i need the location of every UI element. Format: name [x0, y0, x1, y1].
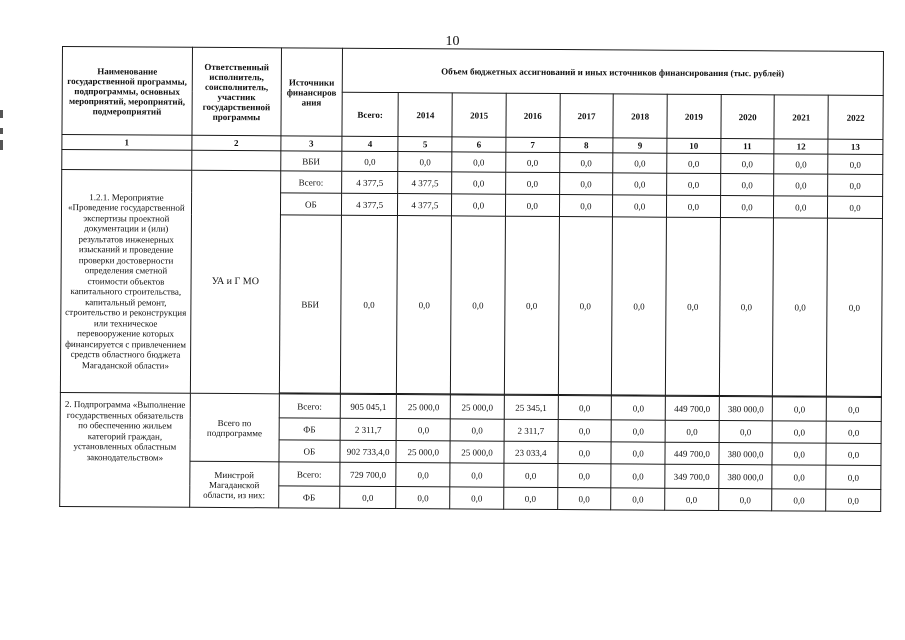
source-cell: Всего:: [281, 171, 342, 193]
value-cell: 0,0: [665, 488, 719, 510]
value-cell: 0,0: [611, 420, 665, 442]
value-cell: 0,0: [612, 217, 667, 395]
value-cell: 0,0: [450, 463, 504, 487]
col-number: 1: [62, 135, 192, 151]
value-cell: 0,0: [558, 217, 613, 395]
value-cell: 0,0: [558, 442, 612, 464]
source-cell: ОБ: [280, 193, 341, 215]
value-cell: 0,0: [398, 152, 452, 172]
value-cell: 0,0: [505, 194, 559, 216]
value-cell: 0,0: [396, 487, 450, 509]
value-cell: 0,0: [558, 396, 612, 420]
value-cell: 0,0: [559, 195, 613, 217]
value-cell: 0,0: [452, 172, 506, 194]
header-year: 2020: [721, 95, 775, 139]
value-cell: 0,0: [665, 217, 720, 395]
col-number: 12: [774, 139, 828, 154]
value-cell: 0,0: [559, 173, 613, 195]
value-cell: 0,0: [558, 420, 612, 442]
value-cell: 0,0: [826, 443, 881, 465]
value-cell: 0,0: [828, 154, 883, 174]
header-year: 2021: [774, 95, 828, 139]
value-cell: 0,0: [557, 488, 611, 510]
value-cell: 0,0: [826, 421, 881, 443]
header-year: 2019: [667, 94, 721, 138]
col-number: 9: [613, 138, 667, 153]
value-cell: 0,0: [667, 173, 721, 195]
scan-edge-mark: [0, 128, 3, 134]
value-cell: 0,0: [667, 153, 721, 173]
value-cell: 449 700,0: [665, 396, 719, 420]
value-cell: 0,0: [611, 396, 665, 420]
source-cell: ОБ: [279, 440, 340, 462]
value-cell: 0,0: [613, 195, 667, 217]
value-cell: 0,0: [396, 463, 450, 487]
value-cell: 23 033,4: [504, 441, 558, 463]
header-total: Всего:: [342, 92, 399, 136]
value-cell: 349 700,0: [665, 464, 719, 488]
value-cell: 25 000,0: [397, 395, 451, 419]
value-cell: 0,0: [613, 153, 667, 173]
value-cell: 0,0: [773, 218, 828, 396]
value-cell: 25 000,0: [450, 395, 504, 419]
source-cell: Всего:: [279, 462, 340, 486]
col-number: 8: [559, 138, 613, 153]
value-cell: 0,0: [828, 174, 883, 196]
value-cell: 0,0: [720, 154, 774, 174]
col-number: 3: [281, 136, 342, 151]
value-cell: 380 000,0: [719, 397, 773, 421]
value-cell: 0,0: [452, 152, 506, 172]
value-cell: 0,0: [611, 464, 665, 488]
value-cell: 0,0: [772, 489, 826, 511]
value-cell: 729 700,0: [340, 462, 397, 486]
value-cell: 2 311,7: [340, 418, 397, 440]
value-cell: 0,0: [826, 465, 881, 489]
col-number: 7: [506, 137, 560, 152]
col-number: 10: [667, 138, 721, 153]
value-cell: 4 377,5: [341, 193, 398, 215]
value-cell: 0,0: [611, 488, 665, 510]
value-cell: 0,0: [774, 196, 828, 218]
value-cell: 25 345,1: [504, 395, 558, 419]
value-cell: 0,0: [719, 421, 773, 443]
value-cell: 905 045,1: [340, 394, 397, 418]
col-number: 2: [192, 135, 281, 151]
activity-name-cell: 1.2.1. Мероприятие «Проведение государственной экспертизы проектной документации и (или) результатов инженерных изысканий и проведение проверки достоверности определения сметной стоимости объектов капитального строительства, капитальный ремонт, строительство и реконструкция или техническое перевооружение которых финансируется с привлечением средств областного бюджета Магаданской области»: [60, 170, 191, 394]
value-cell: 0,0: [720, 174, 774, 196]
value-cell: 25 000,0: [450, 441, 504, 463]
col-number: 13: [828, 139, 883, 154]
value-cell: 0,0: [611, 442, 665, 464]
budget-table-sheet: [59, 46, 884, 512]
header-year: 2015: [452, 93, 506, 137]
value-cell: 0,0: [506, 152, 560, 172]
value-cell: 0,0: [772, 421, 826, 443]
value-cell: 2 311,7: [504, 419, 558, 441]
value-cell: 4 377,5: [398, 194, 452, 216]
source-cell: ФБ: [279, 486, 340, 508]
col-number: 4: [342, 136, 399, 151]
page-number: 10: [445, 34, 460, 49]
value-cell: 0,0: [828, 196, 883, 218]
value-cell: 0,0: [613, 173, 667, 195]
value-cell: 4 377,5: [398, 172, 452, 194]
col-number: 11: [721, 139, 775, 154]
subprogram-name-cell: 2. Подпрограмма «Выполнение государственных обязательств по обеспечению жильем категорий граждан, установленных областным законодательством»: [60, 392, 190, 507]
value-cell: 4 377,5: [341, 171, 398, 193]
value-cell: 0,0: [340, 215, 398, 393]
value-cell: 0,0: [504, 463, 558, 487]
value-cell: 0,0: [341, 151, 398, 171]
source-cell: ВБИ: [281, 151, 342, 171]
value-cell: 0,0: [720, 196, 774, 218]
value-cell: 0,0: [557, 464, 611, 488]
value-cell: 0,0: [452, 194, 506, 216]
value-cell: 0,0: [666, 195, 720, 217]
executor-cell: Минстрой Магаданской области, из них:: [189, 461, 278, 508]
value-cell: 0,0: [504, 487, 558, 509]
col-number: 5: [398, 137, 452, 152]
header-volume-group: Объем бюджетных ассигнований и иных источников финансирования (тыс. рублей): [342, 48, 884, 95]
header-name-col: Наименование государственной программы, подпрограммы, основных мероприятий, мероприятий, подмероприятий: [62, 47, 192, 136]
value-cell: 0,0: [450, 487, 504, 509]
value-cell: 0,0: [826, 397, 881, 421]
header-year: 2014: [398, 93, 452, 137]
value-cell: 0,0: [339, 486, 396, 508]
table-row: [62, 170, 883, 197]
header-year: 2017: [560, 94, 614, 138]
header-source-col: Источники финансиров ания: [281, 48, 342, 136]
value-cell: 0,0: [773, 397, 827, 421]
col-number: 6: [452, 137, 506, 152]
budget-allocation-table: [59, 46, 884, 512]
header-executor-col: Ответственный исполнитель, соисполнитель, участник государственной программы: [192, 47, 282, 136]
value-cell: 380 000,0: [718, 465, 772, 489]
value-cell: 0,0: [451, 216, 506, 394]
value-cell: 0,0: [505, 172, 559, 194]
value-cell: 0,0: [774, 174, 828, 196]
value-cell: 0,0: [504, 216, 559, 394]
value-cell: 0,0: [826, 489, 881, 511]
source-cell: ВБИ: [279, 215, 341, 393]
table-row: [60, 392, 881, 421]
value-cell: 0,0: [397, 216, 452, 394]
value-cell: 0,0: [826, 218, 882, 396]
executor-cell: УА и Г МО: [190, 170, 281, 394]
value-cell: 0,0: [559, 153, 613, 173]
header-year: 2018: [613, 94, 667, 138]
value-cell: 0,0: [718, 489, 772, 511]
empty-cell: [62, 150, 192, 171]
scan-edge-mark: [0, 110, 3, 118]
value-cell: 0,0: [719, 218, 774, 396]
source-cell: ФБ: [279, 418, 340, 440]
value-cell: 25 000,0: [396, 441, 450, 463]
value-cell: 449 700,0: [665, 442, 719, 464]
value-cell: 0,0: [665, 420, 719, 442]
executor-cell: Всего по подпрограмме: [190, 393, 280, 462]
value-cell: 0,0: [774, 154, 828, 174]
empty-cell: [191, 150, 280, 171]
value-cell: 0,0: [772, 443, 826, 465]
header-year: 2022: [828, 95, 883, 139]
source-cell: Всего:: [279, 394, 340, 418]
value-cell: 902 733,4,0: [340, 440, 397, 462]
value-cell: 0,0: [772, 465, 826, 489]
value-cell: 380 000,0: [719, 443, 773, 465]
scan-edge-mark: [0, 140, 3, 150]
header-year: 2016: [506, 93, 560, 137]
value-cell: 0,0: [450, 419, 504, 441]
value-cell: 0,0: [397, 419, 451, 441]
